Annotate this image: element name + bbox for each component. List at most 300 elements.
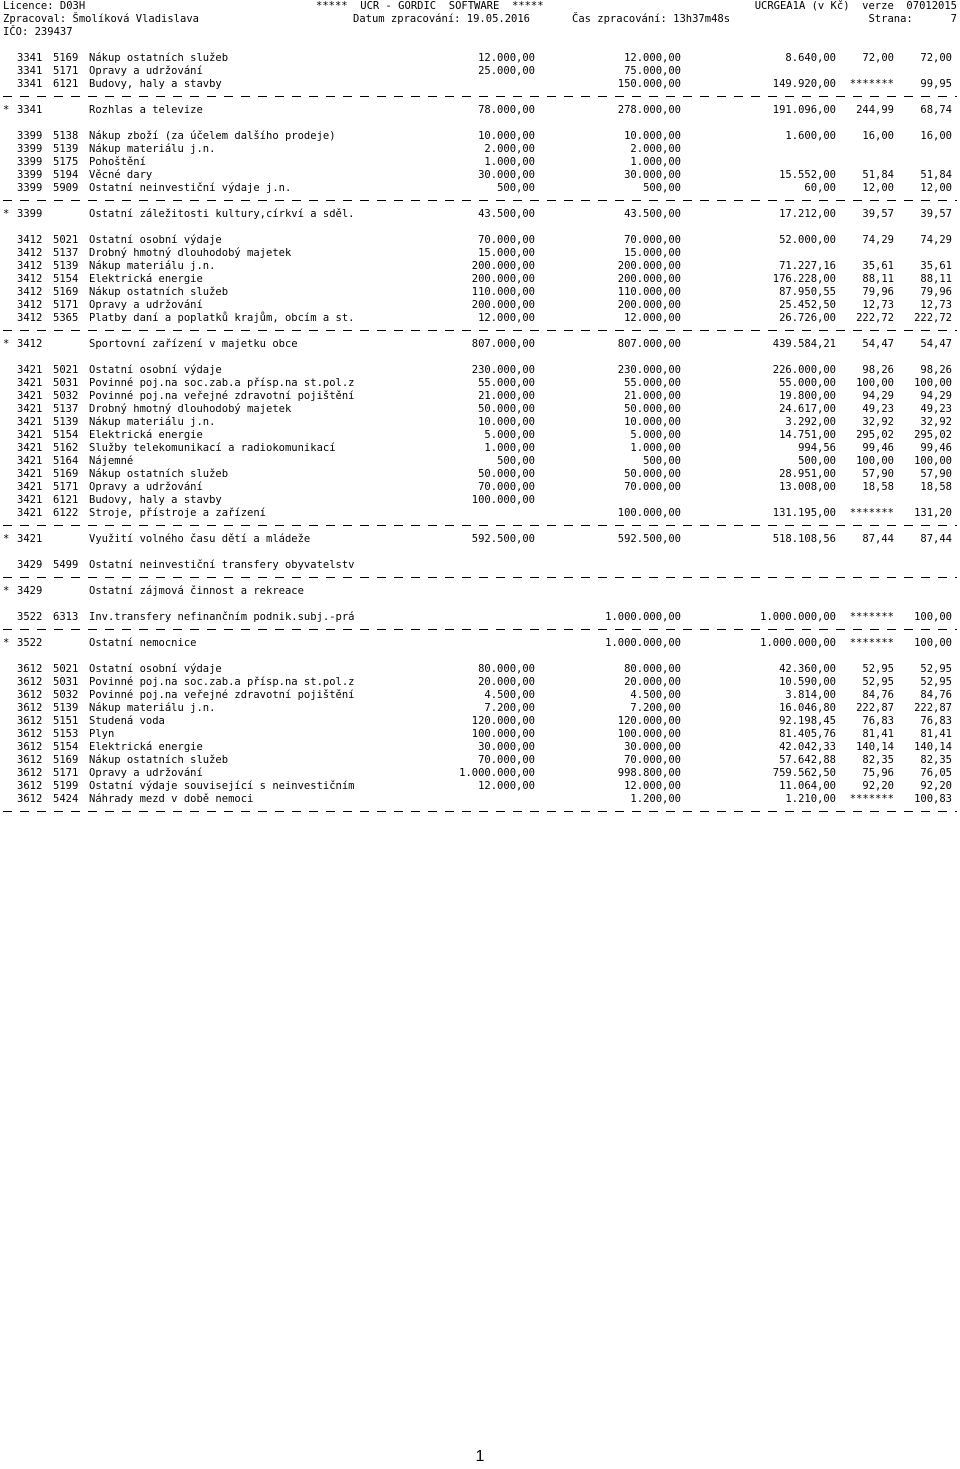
percent-adjusted: 100,00 <box>914 455 952 467</box>
percent-adjusted: 222,87 <box>914 702 952 714</box>
percent-adjusted: 76,05 <box>920 767 952 779</box>
actual-amount: 60,00 <box>804 182 836 194</box>
percent-approved: 295,02 <box>856 429 894 441</box>
percent-approved: 54,47 <box>862 338 894 350</box>
percent-adjusted: 100,00 <box>914 611 952 623</box>
paragraph-code: 3341 <box>17 78 43 90</box>
percent-adjusted: 131,20 <box>914 507 952 519</box>
paragraph-code: 3399 <box>17 130 43 142</box>
item-name: Nákup ostatních služeb <box>89 52 229 64</box>
percent-approved: 39,57 <box>862 208 894 220</box>
item-code: 5199 <box>53 780 79 792</box>
actual-amount: 1.210,00 <box>785 793 836 805</box>
table-row <box>3 689 957 702</box>
approved-budget: 12.000,00 <box>478 312 535 324</box>
actual-amount: 439.584,21 <box>772 338 836 350</box>
item-code: 5171 <box>53 767 79 779</box>
adjusted-budget: 80.000,00 <box>624 663 681 675</box>
actual-amount: 1.600,00 <box>785 130 836 142</box>
table-row <box>3 468 957 481</box>
paragraph-code: 3522 <box>17 637 43 649</box>
app-title: ***** UCR - GORDIC SOFTWARE ***** <box>316 0 544 12</box>
percent-adjusted: 99,95 <box>920 78 952 90</box>
paragraph-code: 3421 <box>17 494 43 506</box>
actual-amount: 55.000,00 <box>779 377 836 389</box>
percent-adjusted: 52,95 <box>920 676 952 688</box>
adjusted-budget: 50.000,00 <box>624 403 681 415</box>
percent-approved: 16,00 <box>862 130 894 142</box>
approved-budget: 50.000,00 <box>478 403 535 415</box>
adjusted-budget: 200.000,00 <box>617 273 681 285</box>
item-code: 5169 <box>53 754 79 766</box>
percent-approved: 98,26 <box>862 364 894 376</box>
percent-adjusted: 98,26 <box>920 364 952 376</box>
header-line-1 <box>3 0 957 13</box>
page-label: Strana: 7 <box>868 13 957 25</box>
percent-approved: 222,72 <box>856 312 894 324</box>
adjusted-budget: 230.000,00 <box>617 364 681 376</box>
item-name: Nájemné <box>89 455 134 467</box>
percent-approved: 84,76 <box>862 689 894 701</box>
percent-approved: 87,44 <box>862 533 894 545</box>
actual-amount: 17.212,00 <box>779 208 836 220</box>
item-name: Ostatní osobní výdaje <box>89 364 222 376</box>
item-code: 5021 <box>53 234 79 246</box>
table-row <box>3 286 957 299</box>
adjusted-budget: 1.000,00 <box>630 442 681 454</box>
item-name: Nákup materiálu j.n. <box>89 143 216 155</box>
header-line-3 <box>3 26 957 39</box>
approved-budget: 15.000,00 <box>478 247 535 259</box>
item-name: Nákup ostatních služeb <box>89 468 229 480</box>
adjusted-budget: 10.000,00 <box>624 130 681 142</box>
item-name: Inv.transfery nefinančním podnik.subj.-prá <box>89 611 355 623</box>
percent-adjusted: 82,35 <box>920 754 952 766</box>
item-code: 6121 <box>53 78 79 90</box>
actual-amount: 176.228,00 <box>772 273 836 285</box>
adjusted-budget: 21.000,00 <box>624 390 681 402</box>
paragraph-code: 3341 <box>17 65 43 77</box>
paragraph-code: 3399 <box>17 156 43 168</box>
percent-approved: 51,84 <box>862 169 894 181</box>
percent-adjusted: 88,11 <box>920 273 952 285</box>
percent-adjusted: 35,61 <box>920 260 952 272</box>
item-code: 5171 <box>53 481 79 493</box>
percent-approved: 244,99 <box>856 104 894 116</box>
percent-approved: ******* <box>849 78 894 90</box>
paragraph-code: 3612 <box>17 767 43 779</box>
adjusted-budget: 70.000,00 <box>624 481 681 493</box>
approved-budget: 12.000,00 <box>478 780 535 792</box>
approved-budget: 1.000,00 <box>484 156 535 168</box>
paragraph-code: 3421 <box>17 403 43 415</box>
processor-name: Zpracoval: Šmolíková Vladislava <box>3 13 199 25</box>
table-row <box>3 702 957 715</box>
percent-adjusted: 222,72 <box>914 312 952 324</box>
approved-budget: 78.000,00 <box>478 104 535 116</box>
paragraph-code: 3612 <box>17 702 43 714</box>
processing-date: Datum zpracování: 19.05.2016 <box>353 13 531 25</box>
approved-budget: 200.000,00 <box>471 273 535 285</box>
actual-amount: 226.000,00 <box>772 364 836 376</box>
percent-adjusted: 12,73 <box>920 299 952 311</box>
processing-time: Čas zpracování: 13h37m48s <box>572 13 731 25</box>
approved-budget: 10.000,00 <box>478 130 535 142</box>
approved-budget: 110.000,00 <box>471 286 535 298</box>
item-code: 5164 <box>53 455 79 467</box>
report-code: UCRGEA1A (v Kč) verze 07012015 <box>754 0 957 12</box>
item-code: 5171 <box>53 65 79 77</box>
adjusted-budget: 70.000,00 <box>624 234 681 246</box>
percent-adjusted: 99,46 <box>920 442 952 454</box>
section-total-row <box>3 585 957 598</box>
percent-adjusted: 84,76 <box>920 689 952 701</box>
item-code: 5138 <box>53 130 79 142</box>
actual-amount: 71.227,16 <box>779 260 836 272</box>
item-name: Sportovní zařízení v majetku obce <box>89 338 298 350</box>
adjusted-budget: 50.000,00 <box>624 468 681 480</box>
paragraph-code: 3341 <box>17 52 43 64</box>
approved-budget: 500,00 <box>497 182 535 194</box>
table-row <box>3 494 957 507</box>
percent-approved: 88,11 <box>862 273 894 285</box>
adjusted-budget: 12.000,00 <box>624 52 681 64</box>
percent-approved: 100,00 <box>856 377 894 389</box>
actual-amount: 131.195,00 <box>772 507 836 519</box>
item-code: 5154 <box>53 741 79 753</box>
table-row <box>3 312 957 325</box>
adjusted-budget: 15.000,00 <box>624 247 681 259</box>
approved-budget: 592.500,00 <box>471 533 535 545</box>
percent-approved: 222,87 <box>856 702 894 714</box>
percent-approved: 82,35 <box>862 754 894 766</box>
percent-adjusted: 68,74 <box>920 104 952 116</box>
table-row <box>3 156 957 169</box>
dashed-separator <box>3 810 957 814</box>
ico-label: IČO: 239437 <box>3 26 73 38</box>
paragraph-code: 3421 <box>17 377 43 389</box>
adjusted-budget: 998.800,00 <box>617 767 681 779</box>
section-total-row <box>3 104 957 117</box>
item-name: Ostatní neinvestiční transfery obyvatelstv <box>89 559 355 571</box>
table-row <box>3 767 957 780</box>
percent-approved: 79,96 <box>862 286 894 298</box>
table-row <box>3 559 957 572</box>
actual-amount: 1.000.000,00 <box>760 637 836 649</box>
item-name: Ostatní osobní výdaje <box>89 663 222 675</box>
item-name: Opravy a udržování <box>89 65 203 77</box>
item-code: 5169 <box>53 468 79 480</box>
actual-amount: 994,56 <box>798 442 836 454</box>
adjusted-budget: 1.000.000,00 <box>605 611 681 623</box>
approved-budget: 120.000,00 <box>471 715 535 727</box>
percent-approved: ******* <box>849 637 894 649</box>
paragraph-code: 3399 <box>17 182 43 194</box>
actual-amount: 3.814,00 <box>785 689 836 701</box>
item-name: Platby daní a poplatků krajům, obcím a st. <box>89 312 355 324</box>
section-total-row <box>3 533 957 546</box>
actual-amount: 24.617,00 <box>779 403 836 415</box>
approved-budget: 200.000,00 <box>471 260 535 272</box>
item-code: 6121 <box>53 494 79 506</box>
item-code: 5137 <box>53 247 79 259</box>
item-name: Povinné poj.na veřejné zdravotní pojištění <box>89 390 355 402</box>
item-code: 5365 <box>53 312 79 324</box>
item-name: Opravy a udržování <box>89 767 203 779</box>
paragraph-code: 3412 <box>17 273 43 285</box>
adjusted-budget: 4.500,00 <box>630 689 681 701</box>
approved-budget: 2.000,00 <box>484 143 535 155</box>
actual-amount: 191.096,00 <box>772 104 836 116</box>
percent-adjusted: 49,23 <box>920 403 952 415</box>
table-row <box>3 663 957 676</box>
total-marker: * <box>3 533 10 545</box>
table-row <box>3 78 957 91</box>
approved-budget: 1.000,00 <box>484 442 535 454</box>
paragraph-code: 3412 <box>17 286 43 298</box>
adjusted-budget: 43.500,00 <box>624 208 681 220</box>
approved-budget: 30.000,00 <box>478 169 535 181</box>
item-code: 5194 <box>53 169 79 181</box>
adjusted-budget: 150.000,00 <box>617 78 681 90</box>
item-name: Nákup ostatních služeb <box>89 286 229 298</box>
paragraph-code: 3412 <box>17 260 43 272</box>
item-name: Opravy a udržování <box>89 299 203 311</box>
paragraph-code: 3399 <box>17 143 43 155</box>
adjusted-budget: 12.000,00 <box>624 780 681 792</box>
item-name: Nákup ostatních služeb <box>89 754 229 766</box>
item-code: 5162 <box>53 442 79 454</box>
item-code: 5137 <box>53 403 79 415</box>
table-row <box>3 455 957 468</box>
adjusted-budget: 500,00 <box>643 455 681 467</box>
actual-amount: 81.405,76 <box>779 728 836 740</box>
percent-adjusted: 79,96 <box>920 286 952 298</box>
actual-amount: 1.000.000,00 <box>760 611 836 623</box>
table-row <box>3 130 957 143</box>
paragraph-code: 3421 <box>17 481 43 493</box>
percent-adjusted: 94,29 <box>920 390 952 402</box>
actual-amount: 13.008,00 <box>779 481 836 493</box>
table-row <box>3 741 957 754</box>
actual-amount: 15.552,00 <box>779 169 836 181</box>
item-name: Povinné poj.na veřejné zdravotní pojištění <box>89 689 355 701</box>
table-row <box>3 169 957 182</box>
approved-budget: 25.000,00 <box>478 65 535 77</box>
approved-budget: 1.000.000,00 <box>459 767 535 779</box>
table-row <box>3 299 957 312</box>
paragraph-code: 3612 <box>17 663 43 675</box>
percent-adjusted: 140,14 <box>914 741 952 753</box>
percent-adjusted: 74,29 <box>920 234 952 246</box>
item-name: Rozhlas a televize <box>89 104 203 116</box>
adjusted-budget: 12.000,00 <box>624 312 681 324</box>
actual-amount: 25.452,50 <box>779 299 836 311</box>
paragraph-code: 3421 <box>17 533 43 545</box>
percent-approved: 32,92 <box>862 416 894 428</box>
adjusted-budget: 20.000,00 <box>624 676 681 688</box>
approved-budget: 100.000,00 <box>471 728 535 740</box>
paragraph-code: 3421 <box>17 390 43 402</box>
paragraph-code: 3612 <box>17 754 43 766</box>
percent-adjusted: 57,90 <box>920 468 952 480</box>
percent-adjusted: 39,57 <box>920 208 952 220</box>
item-name: Plyn <box>89 728 115 740</box>
item-code: 5021 <box>53 663 79 675</box>
percent-approved: 92,20 <box>862 780 894 792</box>
table-row <box>3 442 957 455</box>
percent-approved: 94,29 <box>862 390 894 402</box>
paragraph-code: 3412 <box>17 247 43 259</box>
actual-amount: 26.726,00 <box>779 312 836 324</box>
paragraph-code: 3421 <box>17 507 43 519</box>
paragraph-code: 3412 <box>17 299 43 311</box>
item-name: Pohoštění <box>89 156 146 168</box>
approved-budget: 12.000,00 <box>478 52 535 64</box>
actual-amount: 3.292,00 <box>785 416 836 428</box>
paragraph-code: 3612 <box>17 780 43 792</box>
percent-approved: 49,23 <box>862 403 894 415</box>
item-code: 5154 <box>53 429 79 441</box>
adjusted-budget: 1.000,00 <box>630 156 681 168</box>
item-name: Ostatní výdaje související s neinvestičním <box>89 780 355 792</box>
percent-adjusted: 81,41 <box>920 728 952 740</box>
percent-approved: 99,46 <box>862 442 894 454</box>
adjusted-budget: 1.000.000,00 <box>605 637 681 649</box>
licence-label: Licence: D03H <box>3 0 86 12</box>
table-row <box>3 273 957 286</box>
item-name: Věcné dary <box>89 169 153 181</box>
table-row <box>3 507 957 520</box>
dashed-separator <box>3 628 957 632</box>
actual-amount: 92.198,45 <box>779 715 836 727</box>
item-code: 5175 <box>53 156 79 168</box>
table-row <box>3 780 957 793</box>
approved-budget: 4.500,00 <box>484 689 535 701</box>
paragraph-code: 3421 <box>17 468 43 480</box>
actual-amount: 87.950,55 <box>779 286 836 298</box>
approved-budget: 10.000,00 <box>478 416 535 428</box>
adjusted-budget: 70.000,00 <box>624 754 681 766</box>
item-name: Elektrická energie <box>89 429 203 441</box>
dashed-separator <box>3 524 957 528</box>
table-row <box>3 65 957 78</box>
item-name: Ostatní neinvestiční výdaje j.n. <box>89 182 292 194</box>
approved-budget: 5.000,00 <box>484 429 535 441</box>
percent-adjusted: 76,83 <box>920 715 952 727</box>
paragraph-code: 3412 <box>17 234 43 246</box>
actual-amount: 28.951,00 <box>779 468 836 480</box>
table-row <box>3 416 957 429</box>
item-name: Povinné poj.na soc.zab.a přísp.na st.pol.z <box>89 676 355 688</box>
adjusted-budget: 100.000,00 <box>617 507 681 519</box>
approved-budget: 43.500,00 <box>478 208 535 220</box>
table-row <box>3 260 957 273</box>
item-name: Budovy, haly a stavby <box>89 494 222 506</box>
percent-approved: ******* <box>849 793 894 805</box>
item-name: Služby telekomunikací a radiokomunikací <box>89 442 336 454</box>
item-code: 5139 <box>53 702 79 714</box>
approved-budget: 807.000,00 <box>471 338 535 350</box>
item-name: Nákup materiálu j.n. <box>89 260 216 272</box>
paragraph-code: 3612 <box>17 741 43 753</box>
adjusted-budget: 110.000,00 <box>617 286 681 298</box>
item-name: Ostatní nemocnice <box>89 637 197 649</box>
approved-budget: 50.000,00 <box>478 468 535 480</box>
percent-approved: 75,96 <box>862 767 894 779</box>
item-code: 5031 <box>53 676 79 688</box>
percent-approved: 74,29 <box>862 234 894 246</box>
item-code: 5139 <box>53 143 79 155</box>
percent-approved: 57,90 <box>862 468 894 480</box>
item-code: 5151 <box>53 715 79 727</box>
item-name: Nákup materiálu j.n. <box>89 702 216 714</box>
percent-approved: 12,73 <box>862 299 894 311</box>
adjusted-budget: 5.000,00 <box>630 429 681 441</box>
percent-approved: ******* <box>849 507 894 519</box>
dashed-separator <box>3 199 957 203</box>
percent-adjusted: 54,47 <box>920 338 952 350</box>
adjusted-budget: 75.000,00 <box>624 65 681 77</box>
paragraph-code: 3421 <box>17 416 43 428</box>
item-name: Ostatní zájmová činnost a rekreace <box>89 585 304 597</box>
percent-approved: 52,95 <box>862 676 894 688</box>
table-row <box>3 429 957 442</box>
actual-amount: 11.064,00 <box>779 780 836 792</box>
item-code: 5169 <box>53 286 79 298</box>
paragraph-code: 3429 <box>17 559 43 571</box>
actual-amount: 518.108,56 <box>772 533 836 545</box>
percent-approved: ******* <box>849 611 894 623</box>
percent-adjusted: 51,84 <box>920 169 952 181</box>
adjusted-budget: 1.200,00 <box>630 793 681 805</box>
actual-amount: 10.590,00 <box>779 676 836 688</box>
item-code: 6122 <box>53 507 79 519</box>
item-name: Ostatní záležitosti kultury,církví a sděl. <box>89 208 355 220</box>
item-code: 6313 <box>53 611 79 623</box>
total-marker: * <box>3 637 10 649</box>
item-name: Drobný hmotný dlouhodobý majetek <box>89 403 292 415</box>
approved-budget: 500,00 <box>497 455 535 467</box>
table-row <box>3 247 957 260</box>
percent-adjusted: 295,02 <box>914 429 952 441</box>
item-code: 5032 <box>53 689 79 701</box>
paragraph-code: 3612 <box>17 728 43 740</box>
adjusted-budget: 200.000,00 <box>617 299 681 311</box>
approved-budget: 70.000,00 <box>478 234 535 246</box>
total-marker: * <box>3 338 10 350</box>
percent-approved: 72,00 <box>862 52 894 64</box>
total-marker: * <box>3 104 10 116</box>
item-name: Opravy a udržování <box>89 481 203 493</box>
item-name: Elektrická energie <box>89 273 203 285</box>
table-row <box>3 481 957 494</box>
actual-amount: 8.640,00 <box>785 52 836 64</box>
table-row <box>3 143 957 156</box>
approved-budget: 100.000,00 <box>471 494 535 506</box>
paragraph-code: 3412 <box>17 312 43 324</box>
section-total-row <box>3 208 957 221</box>
paragraph-code: 3421 <box>17 442 43 454</box>
percent-approved: 100,00 <box>856 455 894 467</box>
actual-amount: 16.046,80 <box>779 702 836 714</box>
approved-budget: 30.000,00 <box>478 741 535 753</box>
adjusted-budget: 100.000,00 <box>617 728 681 740</box>
adjusted-budget: 7.200,00 <box>630 702 681 714</box>
percent-adjusted: 16,00 <box>920 130 952 142</box>
percent-approved: 140,14 <box>856 741 894 753</box>
actual-amount: 19.800,00 <box>779 390 836 402</box>
